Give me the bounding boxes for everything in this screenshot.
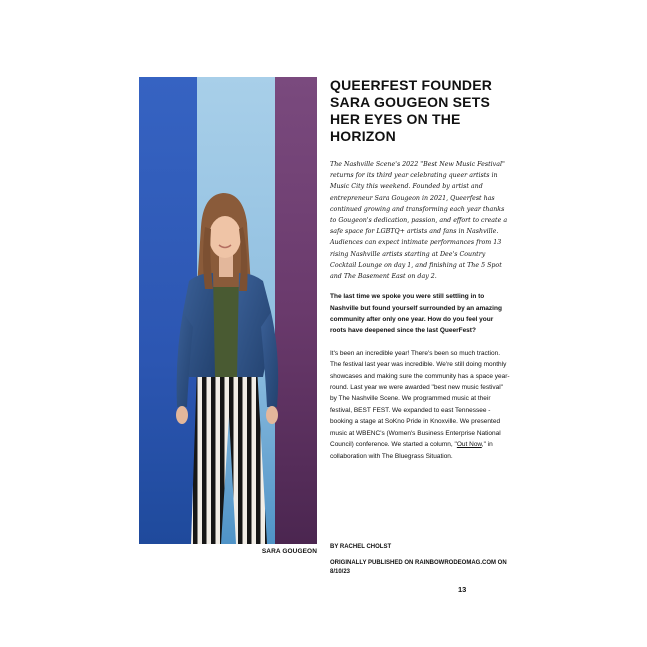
article-column — [330, 77, 510, 462]
article-headline: QUEERFEST FOUNDER SARA GOUGEON SETS HER EYES ON THE HORIZON — [330, 77, 493, 144]
answer-text-end: ," in collaboration with The Bluegrass Situation. — [330, 441, 493, 460]
page-number: 13 — [458, 585, 467, 594]
publication-source: ORIGINALLY PUBLISHED ON RAINBOWRODEOMAG.COM ON 8/10/23 — [330, 560, 507, 575]
portrait-photo — [139, 77, 317, 544]
photo-credit: SARA GOUGEON — [261, 548, 317, 555]
answer-text-start: It's been an incredible year! There's been so much traction. The festival last year was incredible. We're still doing monthly showcases and making sure the community has a space year-round. Last year we were awarded "best new music festival" by The Nashville Scene. We programmed music at their festival, BEST FEST. We expanded to east Tennessee - booking a stage at SoKno Pride in Knoxville. We presented music at WBENC's (Women's Business Enterprise National Council) conference. We started a column, " — [330, 349, 510, 449]
out-now-link[interactable]: Out Now — [456, 441, 482, 449]
portrait-illustration — [139, 77, 317, 544]
interview-question: The last time we spoke you were still settling in to Nashville but found yourself surrounded by an amazing community after only one year. How do you feel your roots have deepened since the last QueerFest? — [330, 293, 502, 335]
interview-answer — [330, 348, 510, 462]
article-intro: The Nashville Scene's 2022 "Best New Music Festival" returns for its third year celebrating queer artists in Music City this weekend. Founded by artist and entrepreneur Sara Gougeon in 2021, Queerfest has continued growing and transforming each year thanks to Gougeon's dedication, passion, and effort to create a safe space for LGBTQ+ artists and fans in Nashville. Audiences can expect intimate performances from 13 rising Nashville artists starting at Dee's Country Cocktail Lounge on day 1, and finishing at The 5 Spot and The Basement East on day 2. — [330, 161, 508, 281]
byline: BY RACHEL CHOLST — [330, 544, 392, 550]
